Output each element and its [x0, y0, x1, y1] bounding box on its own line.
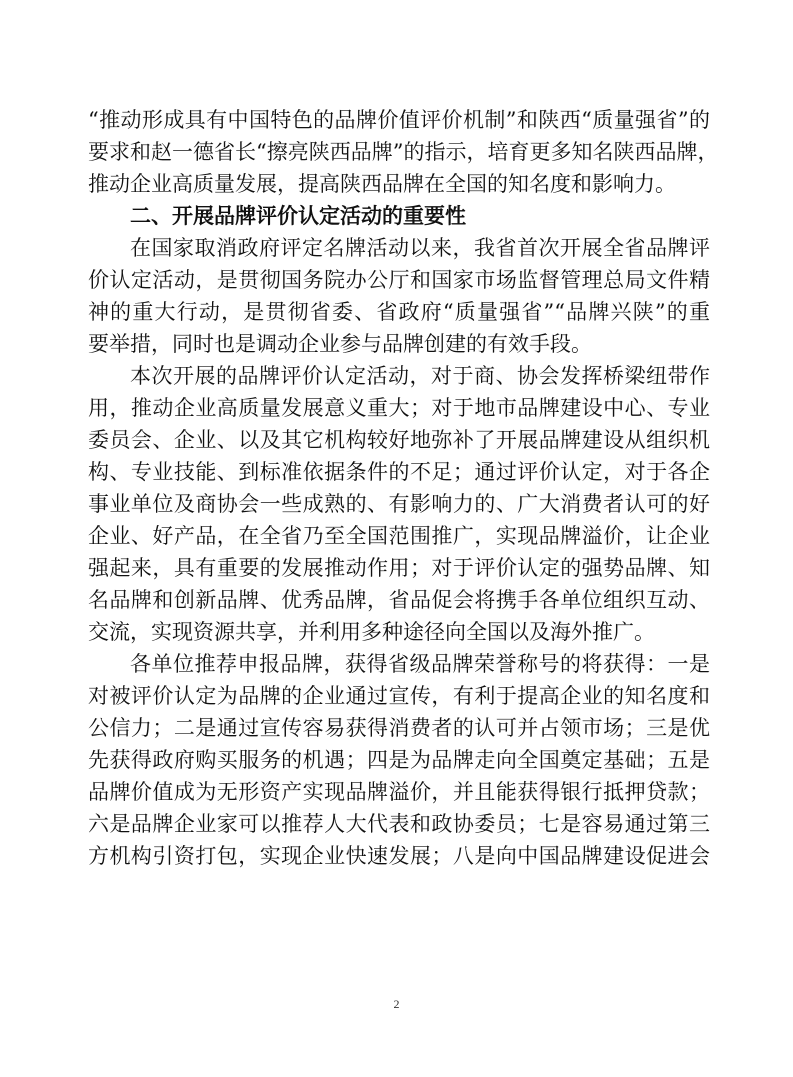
paragraph-benefits: [88, 648, 710, 872]
text-line: 名品牌和创新品牌、优秀品牌，省品促会将携手各单位组织互动、: [88, 588, 710, 612]
text-line: 企业、好产品，在全省乃至全国范围推广，实现品牌溢价，让企业: [88, 524, 710, 548]
text-line: 公信力；二是通过宣传容易获得消费者的认可并占领市场；三是优: [88, 716, 710, 740]
text-line: 事业单位及商协会一些成熟的、有影响力的、广大消费者认可的好: [88, 492, 710, 516]
text-line: 委员会、企业、以及其它机构较好地弥补了开展品牌建设从组织机: [88, 428, 710, 452]
text-line: 用，推动企业高质量发展意义重大；对于地市品牌建设中心、专业: [88, 396, 710, 420]
paragraph-background: [88, 232, 710, 360]
paragraph-significance: [88, 360, 710, 648]
text-line: 先获得政府购买服务的机遇；四是为品牌走向全国奠定基础；五是: [88, 748, 710, 772]
text-line: 强起来，具有重要的发展推动作用；对于评价认定的强势品牌、知: [88, 556, 710, 580]
text-line: 六是品牌企业家可以推荐人大代表和政协委员；七是容易通过第三: [88, 812, 710, 836]
text-line: 要举措，同时也是调动企业参与品牌创建的有效手段。: [88, 332, 592, 356]
text-line: 本次开展的品牌评价认定活动，对于商、协会发挥桥梁纽带作: [130, 364, 710, 388]
text-line: 品牌价值成为无形资产实现品牌溢价，并且能获得银行抵押贷款；: [88, 780, 710, 804]
paragraph-intro: [88, 104, 719, 200]
text-line: 价认定活动，是贯彻国务院办公厅和国家市场监督管理总局文件精: [88, 268, 710, 292]
page-number: 2: [393, 997, 400, 1011]
text-line: 交流，实现资源共享，并利用多种途径向全国以及海外推广。: [88, 620, 655, 644]
text-line: 构、专业技能、到标准依据条件的不足；通过评价认定，对于各企: [88, 460, 710, 484]
document-page: [88, 104, 719, 872]
text-line: 方机构引资打包，实现企业快速发展；八是向中国品牌建设促进会: [88, 844, 710, 868]
text-line: 对被评价认定为品牌的企业通过宣传，有利于提高企业的知名度和: [88, 684, 710, 708]
text-line: 神的重大行动，是贯彻省委、省政府“质量强省”“品牌兴陕”的重: [88, 300, 710, 324]
text-line: 推动企业高质量发展，提高陕西品牌在全国的知名度和影响力。: [88, 172, 676, 196]
text-line: “推动形成具有中国特色的品牌价值评价机制”和陕西“质量强省”的: [88, 108, 710, 132]
text-line: 各单位推荐申报品牌，获得省级品牌荣誉称号的将获得：一是: [130, 652, 710, 676]
text-line: 在国家取消政府评定名牌活动以来，我省首次开展全省品牌评: [130, 236, 710, 260]
section-heading: 二、开展品牌评价认定活动的重要性: [130, 204, 466, 228]
text-line: 要求和赵一德省长“擦亮陕西品牌”的指示，培育更多知名陕西品牌，: [88, 140, 719, 164]
